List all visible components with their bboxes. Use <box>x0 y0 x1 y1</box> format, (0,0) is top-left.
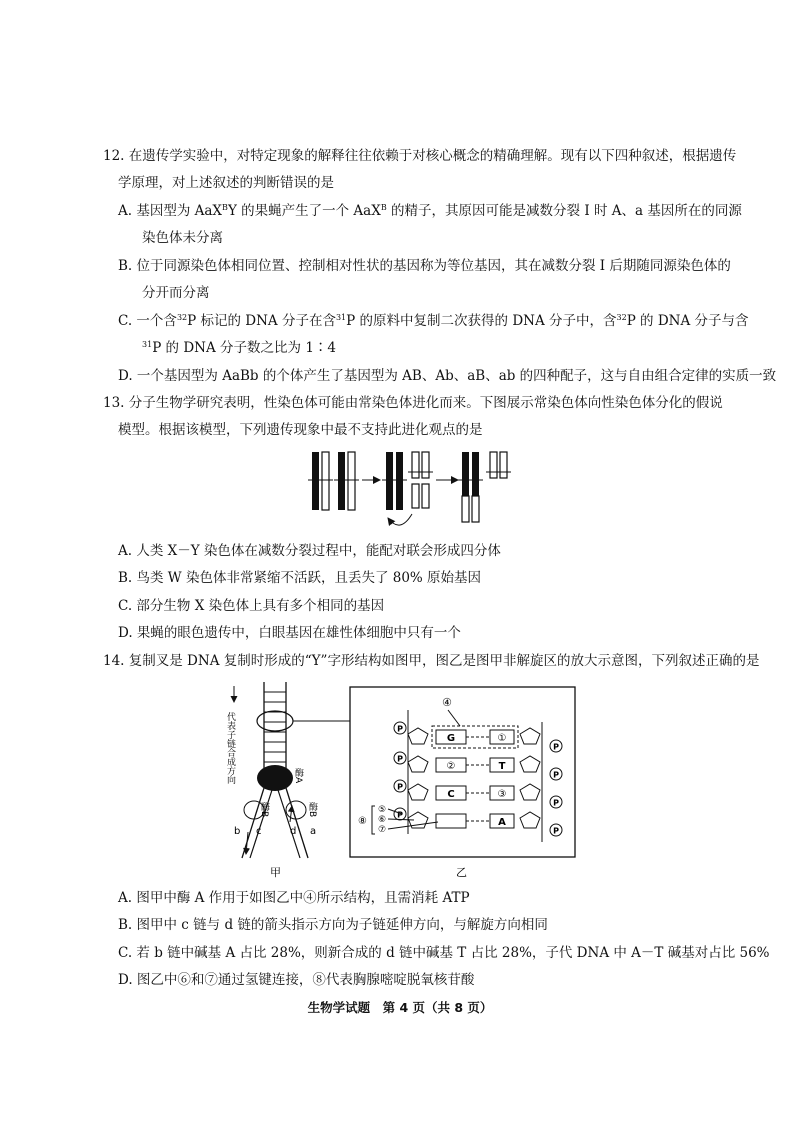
strand-d-label: d <box>290 826 297 837</box>
page-footer: 生物学试题 第 4 页（共 8 页） <box>307 1000 493 1015</box>
enzyme-b-right-label: 酶B <box>307 802 317 818</box>
label-7: ⑦ <box>378 825 387 835</box>
synthesis-direction-label: 代表子链合成方向 <box>225 712 235 784</box>
q13-stem-line1: 13. 分子生物学研究表明，性染色体可能由常染色体进化而来。下图展示常染色体向性染色体分化的假说 <box>103 395 723 411</box>
enzyme-b-left-label: 酶B <box>259 802 269 818</box>
q14-option-b: B. 图甲中 c 链与 d 链的箭头指示方向为子链延伸方向，与解旋方向相同 <box>118 917 548 933</box>
figure-jia-label: 甲 <box>270 866 281 879</box>
label-3: ③ <box>497 789 507 800</box>
q12-option-a: A. 基因型为 AaX$^B$Y 的果蝇产生了一个 AaX$^B$ 的精子，其原因可能是减数分裂 Ⅰ 时 A、a 基因所在的同源 <box>118 203 742 219</box>
q13-option-b: B. 鸟类 W 染色体非常紧缩不活跃，且丢失了 80% 原始基因 <box>118 570 482 586</box>
q12-option-b: B. 位于同源染色体相同位置、控制相对性状的基因称为等位基因，其在减数分裂 Ⅰ 后期随同源染色体的 <box>118 258 731 274</box>
q12-option-c-cont: $^{31}$P 的 DNA 分子数之比为 1∶4 <box>142 340 336 356</box>
label-6: ⑥ <box>378 815 387 825</box>
q14-option-a: A. 图甲中酶 A 作用于如图乙中④所示结构，且需消耗 ATP <box>118 890 470 906</box>
base-t: T <box>498 761 506 772</box>
base-a: A <box>498 817 506 828</box>
label-8: ⑧ <box>358 816 367 827</box>
q14-stem: 14. 复制叉是 DNA 复制时形成的“Y”字形结构如图甲，图乙是图甲非解旋区的放大示意图，下列叙述正确的是 <box>103 653 760 669</box>
label-5: ⑤ <box>378 805 387 815</box>
q13-stem-line2: 模型。根据该模型，下列遗传现象中最不支持此进化观点的是 <box>118 422 483 438</box>
figure-yi-label: 乙 <box>456 866 467 879</box>
q12-stem-line2: 学原理，对上述叙述的判断错误的是 <box>118 175 334 191</box>
chromosome-evolution-diagram <box>300 448 520 538</box>
label-4: ④ <box>442 696 452 709</box>
q12-option-c: C. 一个含$^{32}$P 标记的 DNA 分子在含$^{31}$P 的原料中复制二次获得的 DNA 分子中，含$^{32}$P 的 DNA 分子与含 <box>118 313 749 329</box>
q12-option-b-cont: 分开而分离 <box>142 285 210 301</box>
replication-fork-diagram: P 代表子链合成方向 酶A 酶B 酶B b c d a 甲 ④ G ① ② T C ③ A ⑤ ⑥ ⑦ ⑧ 乙 <box>220 682 590 882</box>
q13-option-d: D. 果蝇的眼色遗传中，白眼基因在雄性体细胞中只有一个 <box>118 625 461 641</box>
strand-b-label: b <box>234 826 241 837</box>
q12-option-d: D. 一个基因型为 AaBb 的个体产生了基因型为 AB、Ab、aB、ab 的四种配子，这与自由组合定律的实质一致 <box>118 368 777 384</box>
strand-a-label: a <box>310 826 317 837</box>
label-1: ① <box>497 733 507 744</box>
q12-stem-line1: 12. 在遗传学实验中，对特定现象的解释往往依赖于对核心概念的精确理解。现有以下四种叙述，根据遗传 <box>103 148 737 164</box>
label-2: ② <box>446 761 456 772</box>
strand-c-label: c <box>256 826 262 837</box>
base-g: G <box>446 733 456 744</box>
q13-option-c: C. 部分生物 X 染色体上具有多个相同的基因 <box>118 598 385 614</box>
base-c: C <box>447 789 455 800</box>
q14-option-d: D. 图乙中⑥和⑦通过氢键连接，⑧代表胸腺嘧啶脱氧核苷酸 <box>118 972 475 988</box>
q13-option-a: A. 人类 X－Y 染色体在减数分裂过程中，能配对联会形成四分体 <box>118 543 501 559</box>
q14-option-c: C. 若 b 链中碱基 A 占比 28%，则新合成的 d 链中碱基 T 占比 28%，子代 DNA 中 A－T 碱基对占比 56% <box>118 945 770 961</box>
enzyme-a-label: 酶A <box>293 768 303 784</box>
q12-option-a-cont: 染色体未分离 <box>142 230 223 246</box>
